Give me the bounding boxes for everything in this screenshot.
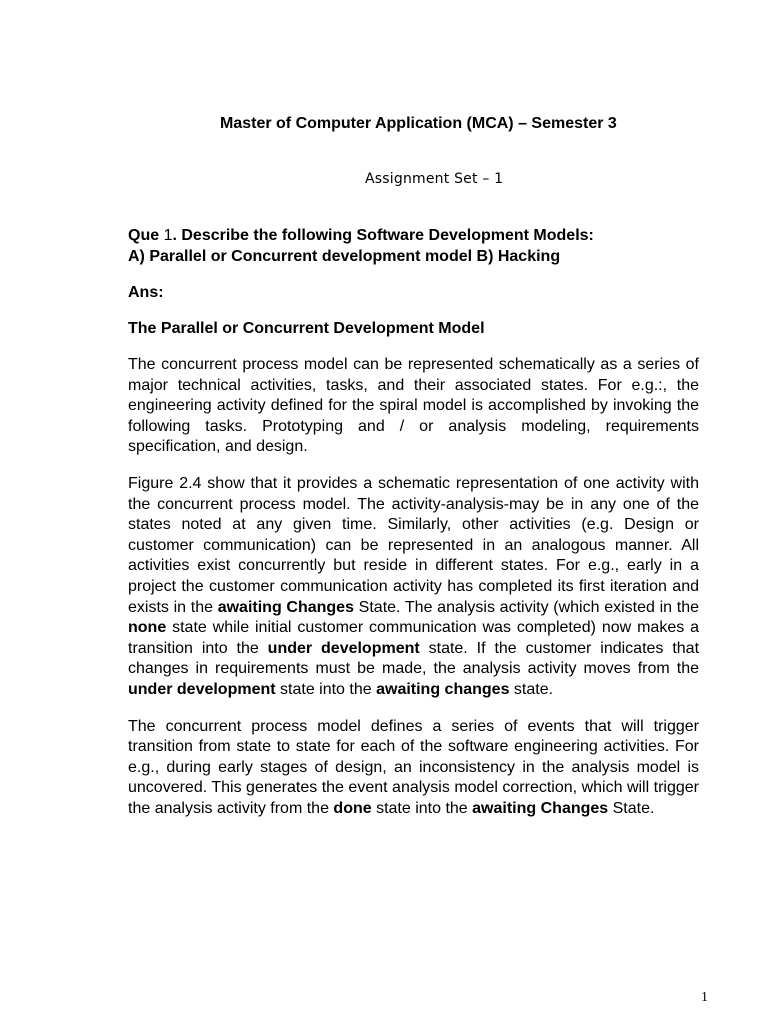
answer-label: Ans: <box>128 284 164 301</box>
bold-term: awaiting Changes <box>472 799 609 817</box>
paragraph-text: state into the <box>275 680 377 698</box>
paragraph-text: state into the <box>371 799 473 817</box>
paragraph-text: state while initial customer communication was completed) now makes a transition into the <box>128 619 699 657</box>
body-paragraph <box>128 474 699 701</box>
paragraph-text: state. If the customer indicates that changes in requirements must be made, the analysis activity moves from the <box>128 639 700 678</box>
page-number: 1 <box>701 990 708 1005</box>
bold-term: under development <box>267 639 420 657</box>
document-title: Master of Computer Application (MCA) – Semester 3 <box>220 115 617 132</box>
section-heading: The Parallel or Concurrent Development Model <box>128 320 485 337</box>
question-text-line1: . Describe the following Software Development Models: <box>172 227 594 244</box>
paragraph-text: State. <box>608 799 655 817</box>
paragraph-text: The concurrent process model can be represented schematically as a series of major technical activities, tasks, and their associated states. For e.g.:, the engineering activity defined for the spiral model is accomplished by invoking the following tasks. Prototyping and / or analysis modeling, requirements specification, and design. <box>128 356 699 456</box>
paragraph-text: state. <box>509 680 554 698</box>
bold-term: awaiting changes <box>376 680 510 698</box>
assignment-subtitle: Assignment Set – 1 <box>365 171 504 187</box>
document-body <box>128 225 699 819</box>
body-paragraph <box>128 355 699 458</box>
paragraph-text: Figure 2.4 show that it provides a schematic representation of one activity with the concurrent process model. The activity-analysis-may be in any one of the states noted at any given time. Similarly, other activities (e.g. Design or customer communication) can be represented in an analogous manner. All activities exist concurrently but reside in different states. For e.g., early in a project the customer communication activity has completed its first iteration and exists in the <box>128 474 699 616</box>
bold-term: under development <box>128 680 276 698</box>
bold-term: done <box>333 799 372 817</box>
bold-term: awaiting Changes <box>217 598 354 616</box>
answer-paragraphs <box>128 355 699 819</box>
question-label: Que <box>128 227 164 244</box>
bold-term: none <box>128 619 167 637</box>
question-heading <box>128 225 699 267</box>
body-paragraph <box>128 717 699 820</box>
question-text-line2: A) Parallel or Concurrent development model B) Hacking <box>128 248 561 265</box>
paragraph-text: The concurrent process model defines a series of events that will trigger transition from state to state for each of the software engineering activities. For e.g., during early stages of design, an inconsistency in the analysis model is uncovered. This generates the event analysis model correction, which will trigger the analysis activity from the <box>128 717 699 817</box>
question-number: 1 <box>163 227 173 244</box>
paragraph-text: State. The analysis activity (which existed in the <box>353 598 699 616</box>
